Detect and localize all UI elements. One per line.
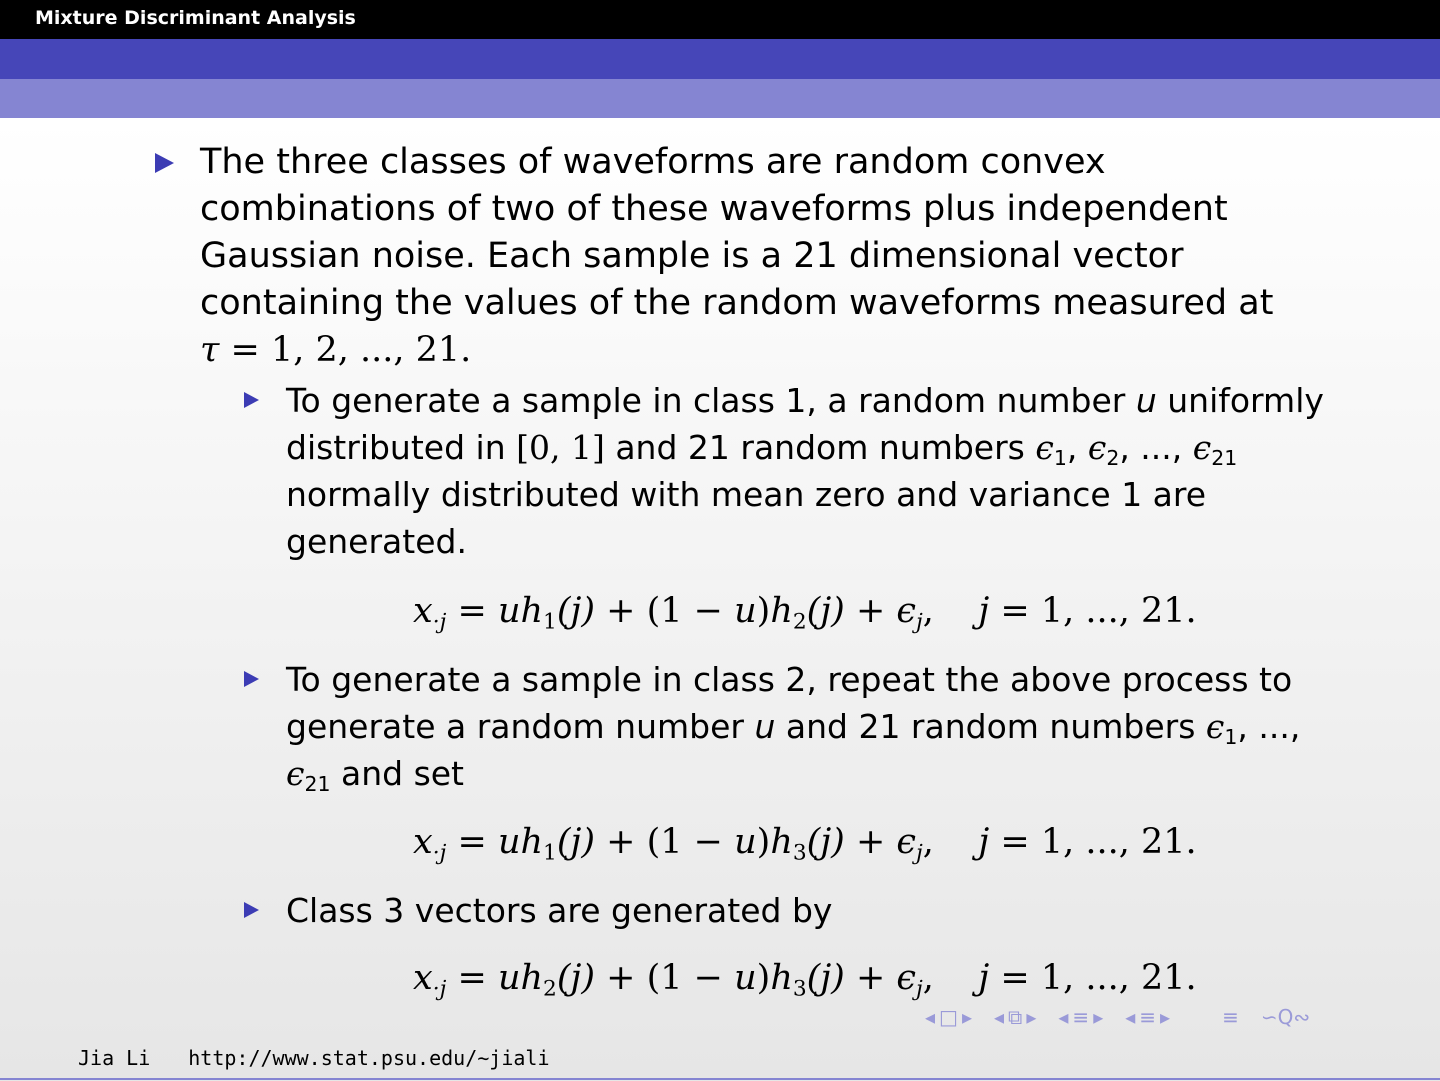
var-u: u bbox=[734, 822, 757, 862]
paren: ) bbox=[756, 822, 771, 862]
text: uniformly bbox=[1156, 381, 1324, 420]
prev-slide-icon[interactable]: ◂ bbox=[925, 1005, 936, 1029]
separator: , bbox=[922, 958, 979, 998]
sub1-line2 bbox=[286, 424, 1237, 471]
interval: [0, 1] bbox=[516, 428, 605, 467]
search-icon[interactable]: ∽Q∾ bbox=[1260, 1005, 1311, 1029]
text: , ..., bbox=[1237, 707, 1301, 746]
subscript: j bbox=[916, 840, 923, 866]
var-h: h bbox=[520, 822, 544, 862]
subscript: ·j bbox=[432, 840, 447, 866]
var-epsilon: ϵ bbox=[1035, 428, 1054, 467]
bullet1-line4: containing the values of the random waveforms measured at bbox=[200, 283, 1274, 323]
text: distributed in bbox=[286, 428, 517, 467]
var-u: u bbox=[1135, 381, 1157, 420]
subscript: 2 bbox=[543, 976, 557, 1002]
equation-class2 bbox=[413, 819, 1197, 866]
var-u: u bbox=[754, 707, 776, 746]
tau-symbol: τ bbox=[200, 330, 220, 370]
var-h: h bbox=[770, 822, 793, 862]
next-subsection-icon[interactable]: ▸ bbox=[1093, 1005, 1104, 1029]
arg-j: (j) bbox=[556, 822, 596, 862]
subscript: ·j bbox=[432, 976, 447, 1002]
navigation-bar bbox=[925, 1005, 1314, 1029]
prev-subsection-icon[interactable]: ◂ bbox=[1058, 1005, 1069, 1029]
text: , bbox=[1066, 428, 1088, 467]
var-j: j bbox=[978, 958, 990, 998]
subscript: 3 bbox=[792, 840, 807, 866]
arg-j: (j) bbox=[806, 958, 845, 998]
slide-icon[interactable]: □ bbox=[939, 1005, 958, 1029]
equals: = bbox=[446, 822, 498, 862]
subscript: j bbox=[916, 976, 923, 1002]
sub2-line2 bbox=[286, 703, 1300, 750]
subscript: 2 bbox=[1106, 446, 1120, 471]
var-epsilon: ϵ bbox=[896, 822, 917, 862]
text: To generate a sample in class 1, a random number bbox=[286, 381, 1136, 420]
var-h: h bbox=[770, 958, 793, 998]
footer-url: http://www.stat.psu.edu/∼jiali bbox=[188, 1046, 550, 1070]
var-epsilon: ϵ bbox=[1192, 428, 1212, 467]
var-j: j bbox=[978, 591, 990, 631]
footer-author: Jia Li bbox=[78, 1046, 151, 1070]
bullet1-line2: combinations of two of these waveforms plus independent bbox=[200, 189, 1228, 229]
var-epsilon: ϵ bbox=[1087, 428, 1107, 467]
subscript: 3 bbox=[792, 976, 807, 1002]
equation-class3 bbox=[413, 955, 1197, 1002]
var-epsilon: ϵ bbox=[1205, 707, 1225, 746]
var-epsilon: ϵ bbox=[896, 958, 917, 998]
prev-section-icon[interactable]: ◂ bbox=[1125, 1005, 1136, 1029]
range: = 1, ..., 21. bbox=[989, 591, 1197, 631]
section-icon[interactable]: ≡ bbox=[1139, 1005, 1157, 1029]
var-h: h bbox=[520, 958, 544, 998]
bullet1-line3: Gaussian noise. Each sample is a 21 dimensional vector bbox=[200, 236, 1184, 276]
operator: + (1 − bbox=[595, 958, 735, 998]
range: = 1, ..., 21. bbox=[989, 958, 1197, 998]
range: = 1, ..., 21. bbox=[989, 822, 1197, 862]
operator: + bbox=[844, 958, 897, 998]
arg-j: (j) bbox=[556, 958, 596, 998]
next-section-icon[interactable]: ▸ bbox=[1160, 1005, 1171, 1029]
next-frame-icon[interactable]: ▸ bbox=[1026, 1005, 1037, 1029]
separator: , bbox=[922, 591, 979, 631]
equals: = bbox=[446, 591, 498, 631]
operator: + bbox=[844, 591, 897, 631]
operator: + bbox=[844, 822, 897, 862]
var-epsilon: ϵ bbox=[896, 591, 917, 631]
var-x: x bbox=[413, 958, 433, 998]
var-x: x bbox=[413, 822, 433, 862]
var-u: u bbox=[497, 958, 521, 998]
subscript: 1 bbox=[543, 840, 557, 866]
footer bbox=[78, 1046, 549, 1070]
sub2-line3 bbox=[286, 750, 464, 797]
var-u: u bbox=[734, 591, 757, 631]
text: and 21 random numbers bbox=[775, 707, 1206, 746]
text: and 21 random numbers bbox=[604, 428, 1036, 467]
sub3-line1: Class 3 vectors are generated by bbox=[286, 891, 833, 930]
equals: = bbox=[446, 958, 498, 998]
subsection-icon[interactable]: ≡ bbox=[1072, 1005, 1090, 1029]
var-h: h bbox=[770, 591, 793, 631]
paren: ) bbox=[756, 591, 771, 631]
var-u: u bbox=[497, 591, 521, 631]
arg-j: (j) bbox=[806, 591, 845, 631]
var-h: h bbox=[520, 591, 544, 631]
sub-bullet-triangle-icon bbox=[244, 392, 259, 408]
arg-j: (j) bbox=[806, 822, 845, 862]
var-u: u bbox=[734, 958, 757, 998]
var-x: x bbox=[413, 591, 433, 631]
var-j: j bbox=[978, 822, 990, 862]
operator: + (1 − bbox=[595, 822, 735, 862]
prev-frame-icon[interactable]: ◂ bbox=[994, 1005, 1005, 1029]
sub-bullet-triangle-icon bbox=[244, 671, 259, 687]
next-slide-icon[interactable]: ▸ bbox=[961, 1005, 972, 1029]
subscript: 1 bbox=[543, 609, 557, 635]
tau-range: = 1, 2, ..., 21. bbox=[219, 330, 472, 370]
subscript: j bbox=[916, 609, 923, 635]
text: , ..., bbox=[1119, 428, 1193, 467]
subscript: 21 bbox=[304, 772, 331, 797]
subscript: 2 bbox=[792, 609, 807, 635]
frame-title: Mixture Discriminant Analysis bbox=[35, 7, 356, 29]
sub1-line1 bbox=[286, 377, 1324, 424]
text: generate a random number bbox=[286, 707, 755, 746]
sub-bullet-triangle-icon bbox=[244, 902, 259, 918]
arg-j: (j) bbox=[556, 591, 596, 631]
var-epsilon: ϵ bbox=[286, 754, 305, 793]
footer-rule bbox=[0, 1078, 1440, 1080]
subscript: 1 bbox=[1224, 725, 1238, 750]
operator: + (1 − bbox=[595, 591, 735, 631]
subscript: 1 bbox=[1053, 446, 1067, 471]
appendix-icon[interactable]: ≡ bbox=[1222, 1005, 1239, 1029]
frame-icon[interactable]: ⧉ bbox=[1008, 1005, 1023, 1029]
separator: , bbox=[922, 822, 979, 862]
bullet1-line5 bbox=[200, 327, 471, 374]
subscript: 21 bbox=[1211, 446, 1238, 471]
text: and set bbox=[330, 754, 464, 793]
equation-class1 bbox=[413, 588, 1197, 635]
sub2-line1: To generate a sample in class 2, repeat the above process to bbox=[286, 660, 1293, 699]
bullet1-line1: The three classes of waveforms are random convex bbox=[200, 142, 1106, 182]
subscript: ·j bbox=[432, 609, 447, 635]
paren: ) bbox=[756, 958, 771, 998]
bullet-triangle-icon bbox=[155, 153, 174, 173]
sub1-line3: normally distributed with mean zero and variance 1 are bbox=[286, 475, 1207, 514]
sub1-line4: generated. bbox=[286, 522, 467, 561]
var-u: u bbox=[497, 822, 521, 862]
